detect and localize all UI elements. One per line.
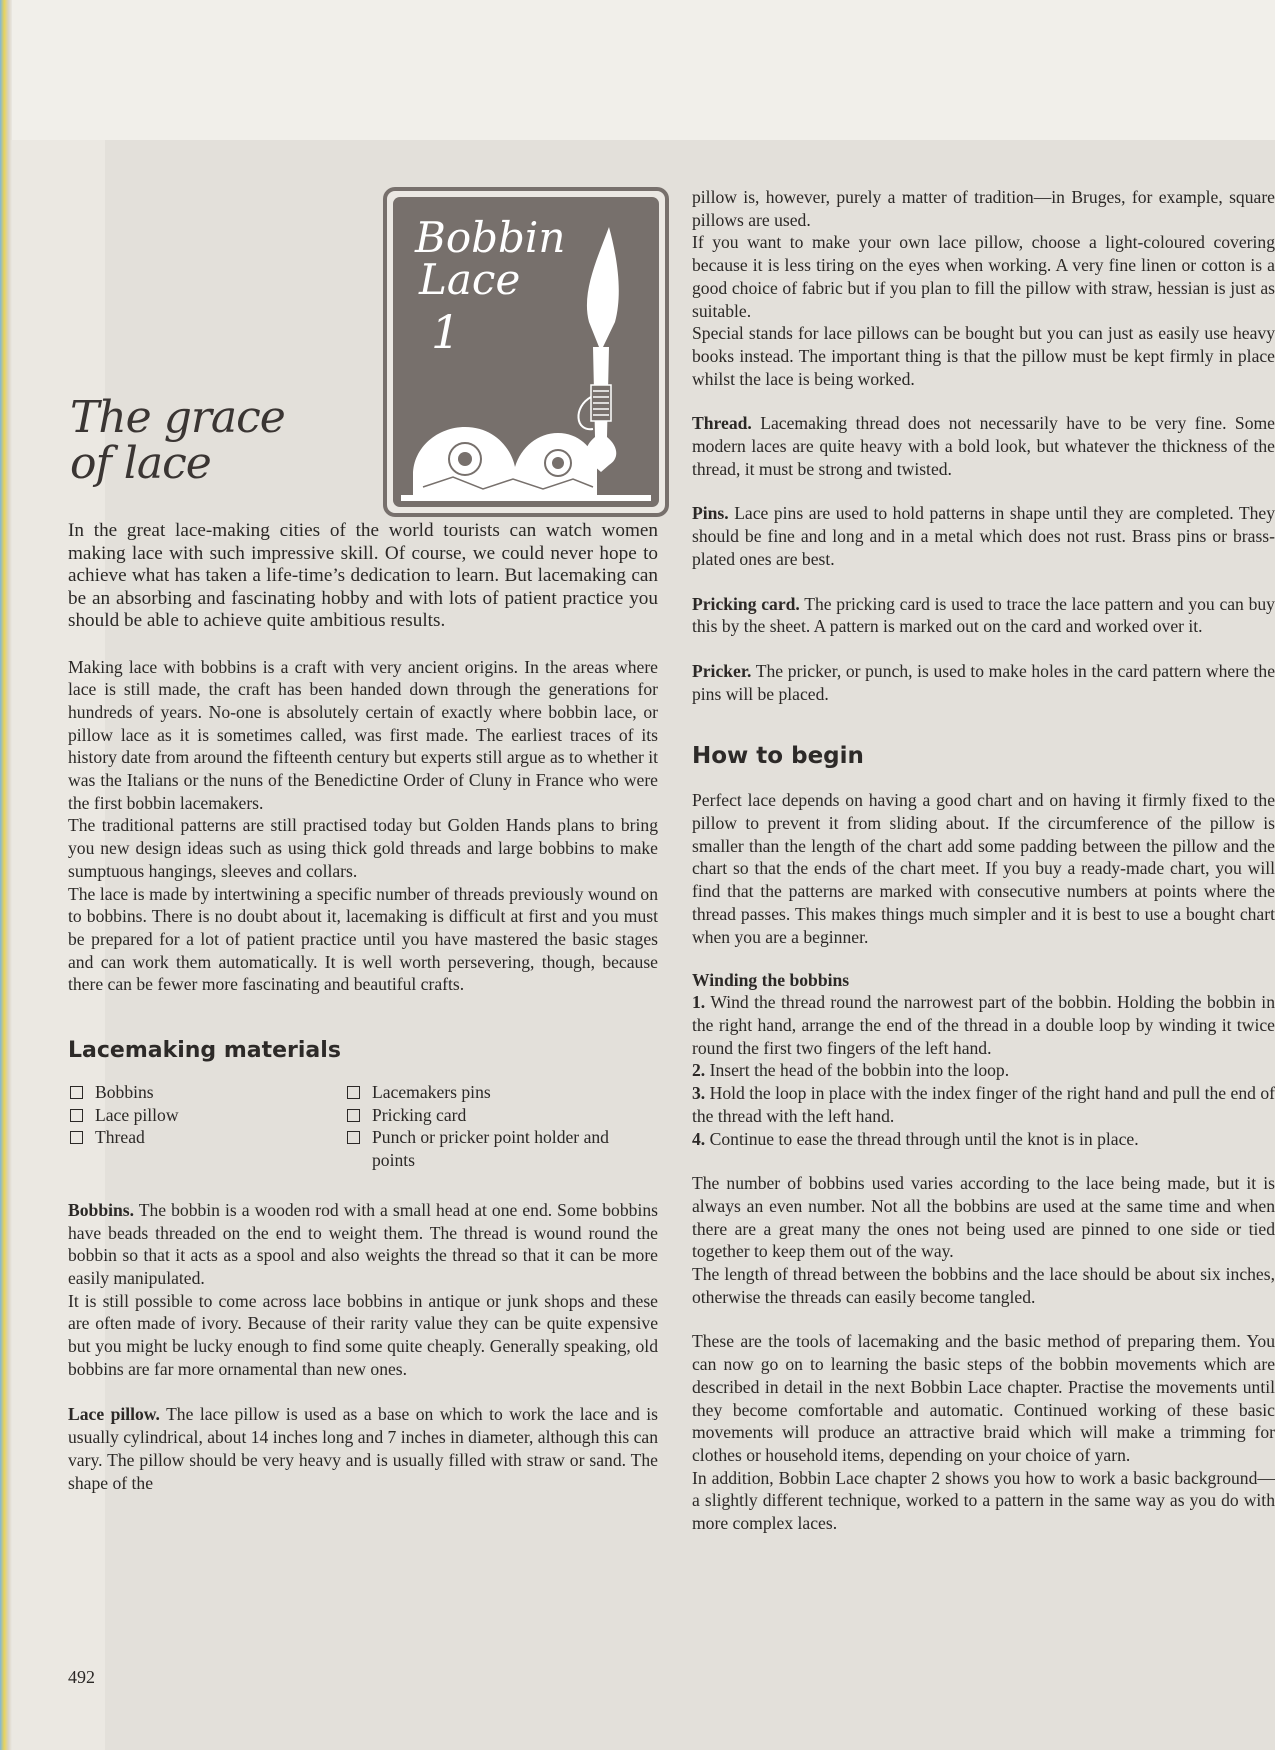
lace-pillow-text: The lace pillow is used as a base on which to work the lace and is usually cylindrical, about 14 inches long and 7 inches in diameter, although this can vary. The pillow should be very heavy and is usually filled with straw or sand. The shape of the: [68, 1404, 659, 1493]
winding-heading: Winding the bobbins: [692, 970, 850, 991]
checklist-label: Lace pillow: [95, 1104, 179, 1125]
pricker-label: Pricker.: [692, 660, 752, 681]
bobbins-text: The bobbin is a wooden rod with a small head at one end. Some bobbins have beads threaded on the end to weight them. The thread is wound round the bobbin so that it acts as a spool and also weights the thread so that it can be more easily manipulated.: [68, 1199, 658, 1288]
step-number: 3.: [692, 1083, 706, 1104]
history-paragraph-1: Making lace with bobbins is a craft with very ancient origins. In the areas where lace is still made, the craft has been handed down through the generations for hundreds of years. No-one is absolutely certain of exactly where bobbin lace, or pillow lace as it is sometimes called, was first made. The earliest traces of its history date from around the fifteenth century but experts still argue as to whether it was the Italians or the nuns of the Benedictine Order of Cluny in France who were the first bobbin lacemakers.: [68, 656, 658, 813]
right-column: [692, 186, 1275, 1535]
thread-paragraph: [692, 412, 1275, 480]
page-title: [70, 392, 285, 489]
checklist-item: [345, 1126, 655, 1171]
step-number: 1.: [692, 992, 706, 1013]
page-top-margin: [12, 0, 1275, 140]
pins-paragraph: [692, 502, 1275, 570]
checklist-label: Lacemakers pins: [372, 1082, 491, 1103]
checklist-item: [68, 1081, 345, 1104]
pricking-card-paragraph: [692, 593, 1275, 638]
pins-text: Lace pins are used to hold patterns in shape until they are completed. They should be fine and long and in a metal which does not rust. Brass pins or brass-plated ones are best.: [692, 503, 1275, 569]
thread-text: Lacemaking thread does not necessarily have to be very fine. Some modern laces are quite heavy with a bold look, but whatever the thickness of the thread, it must be strong and twisted.: [692, 413, 1275, 479]
checkbox-icon: [347, 1109, 360, 1122]
lace-pillow-paragraph: [68, 1403, 658, 1494]
winding-step: [692, 1128, 1275, 1151]
materials-column-1: [68, 1081, 345, 1172]
materials-column-2: [345, 1081, 655, 1172]
closing-paragraph-2: In addition, Bobbin Lace chapter 2 shows you how to work a basic background—a slightly different technique, worked to a pattern in the same way as you do with more complex laces.: [692, 1467, 1275, 1534]
checklist-label: Bobbins: [95, 1082, 154, 1103]
bobbin-lace-logo: [383, 187, 669, 517]
step-text: Wind the thread round the narrowest part of the bobbin. Holding the bobbin in the right hand, arrange the end of the thread in a double loop by winding it twice round the first two fingers of the left hand.: [692, 992, 1275, 1058]
step-text: Continue to ease the thread through until the knot is in place.: [709, 1128, 1139, 1149]
left-column: [68, 520, 658, 1494]
winding-step: [692, 1082, 1275, 1127]
pricking-card-label: Pricking card.: [692, 593, 800, 614]
page-spine-edge: [0, 0, 12, 1750]
history-paragraph-3: The lace is made by intertwining a specific number of threads previously wound on to bobbins. There is no doubt about it, lacemaking is difficult at first and you must be prepared for a lot of patient practice until you have mastered the basic stages and can work them automatically. It is well worth persevering, though, because there can be fewer more fascinating and beautiful crafts.: [68, 883, 658, 995]
pillow-continued-1: pillow is, however, purely a matter of tradition—in Bruges, for example, square pillows are used.: [692, 187, 1275, 230]
step-number: 4.: [692, 1128, 706, 1149]
title-line-2: of lace: [70, 438, 211, 489]
checklist-label: Pricking card: [372, 1104, 467, 1125]
checkbox-icon: [347, 1131, 360, 1144]
bobbins-label: Bobbins.: [68, 1199, 135, 1220]
thread-label: Thread.: [692, 413, 752, 434]
history-section: [68, 656, 658, 997]
checkbox-icon: [70, 1109, 83, 1122]
checklist-item: [345, 1104, 655, 1127]
checkbox-icon: [70, 1131, 83, 1144]
logo-chapter-number: 1: [431, 305, 461, 359]
checkbox-icon: [70, 1086, 83, 1099]
history-paragraph-2: The traditional patterns are still practised today but Golden Hands plans to bring you new design ideas such as using thick gold threads and large bobbins to make sumptuous hangings, sleeves and collars.: [68, 815, 658, 881]
checkbox-icon: [347, 1086, 360, 1099]
winding-steps: [692, 991, 1275, 1150]
title-line-1: The grace: [70, 392, 285, 443]
pricking-card-text: The pricking card is used to trace the lace pattern and you can buy this by the sheet. A pattern is marked out on the card and worked over it.: [692, 593, 1275, 637]
winding-step: [692, 991, 1275, 1059]
logo-plate: [393, 197, 659, 507]
checklist-label: Punch or pricker point holder and points: [372, 1127, 609, 1171]
pillow-continued-3: Special stands for lace pillows can be bought but you can just as easily use heavy books instead. The important thing is that the pillow must be kept firmly in place whilst the lace is being worked.: [692, 323, 1275, 389]
checklist-item: [68, 1104, 345, 1127]
page-number: 492: [68, 1667, 95, 1687]
number-of-bobbins-paragraph: The number of bobbins used varies according to the lace being made, but it is always an even number. Not all the bobbins are used at the same time and when there are a great many the ones not being used are pinned to one side or tied together to keep them out of the way.: [692, 1173, 1275, 1262]
lace-pillow-section: [68, 1403, 658, 1494]
logo-word-lace: Lace: [419, 255, 521, 304]
pins-label: Pins.: [692, 503, 729, 524]
intro-paragraph: In the great lace-making cities of the world tourists can watch women making lace with such impressive skill. Of course, we could never hope to achieve what has taken a life-time’s dedication to learn. But lacemaking can be an absorbing and fascinating hobby and with lots of patient practice you should be able to achieve quite ambitious results.: [68, 520, 658, 631]
pillow-continued-2: If you want to make your own lace pillow, choose a light-coloured covering because it is less tiring on the eyes when working. A very fine linen or cotton is a good choice of fabric but if you plan to fill the pillow with straw, hessian is just as suitable.: [692, 232, 1275, 321]
thread-length-paragraph: The length of thread between the bobbins and the lace should be about six inches, otherwise the threads can easily become tangled.: [692, 1264, 1275, 1307]
bobbins-paragraph: [68, 1199, 658, 1290]
winding-step: [692, 1059, 1275, 1082]
checklist-label: Thread: [95, 1127, 145, 1148]
how-to-begin-paragraph: Perfect lace depends on having a good chart and on having it firmly fixed to the pillow to prevent it from sliding about. If the circumference of the pillow is smaller than the length of the chart add some padding between the pillow and the chart so that the ends of the chart meet. If you buy a ready-made chart, you will find that the patterns are marked with consecutive numbers at points where the thread passes. This makes things much simpler and it is best to use a bought chart when you are a beginner.: [692, 790, 1275, 947]
how-to-begin-heading: How to begin: [692, 743, 864, 770]
closing-paragraph: These are the tools of lacemaking and the basic method of preparing them. You can now go on to learning the basic steps of the bobbin movements which are described in detail in the next Bobbin Lace chapter. Practise the movements until they become comfortable and automatic. Continued working of these basic movements will produce an attractive braid which will make a trimming for clothes or household items, depending on your choice of yarn.: [692, 1331, 1275, 1465]
materials-heading: Lacemaking materials: [68, 1038, 341, 1064]
step-text: Hold the loop in place with the index finger of the right hand and pull the end of the thread with the left hand.: [692, 1083, 1275, 1126]
checklist-item: [345, 1081, 655, 1104]
logo-word-bobbin: Bobbin: [415, 213, 566, 262]
bobbins-paragraph-2: It is still possible to come across lace bobbins in antique or junk shops and these are often made of ivory. Because of their rarity value they can be quite expensive but you might be lucky enough to find some quite cheaply. Generally speaking, old bobbins are far more ornamental than new ones.: [68, 1290, 658, 1379]
pricker-text: The pricker, or punch, is used to make holes in the card pattern where the pins will be placed.: [692, 660, 1275, 704]
step-text: Insert the head of the bobbin into the loop.: [709, 1060, 1010, 1081]
materials-checklist: [68, 1081, 658, 1172]
bobbins-section: [68, 1199, 658, 1381]
lace-pillow-label: Lace pillow.: [68, 1404, 160, 1425]
checklist-item: [68, 1126, 345, 1149]
step-number: 2.: [692, 1060, 706, 1081]
pricker-paragraph: [692, 660, 1275, 705]
